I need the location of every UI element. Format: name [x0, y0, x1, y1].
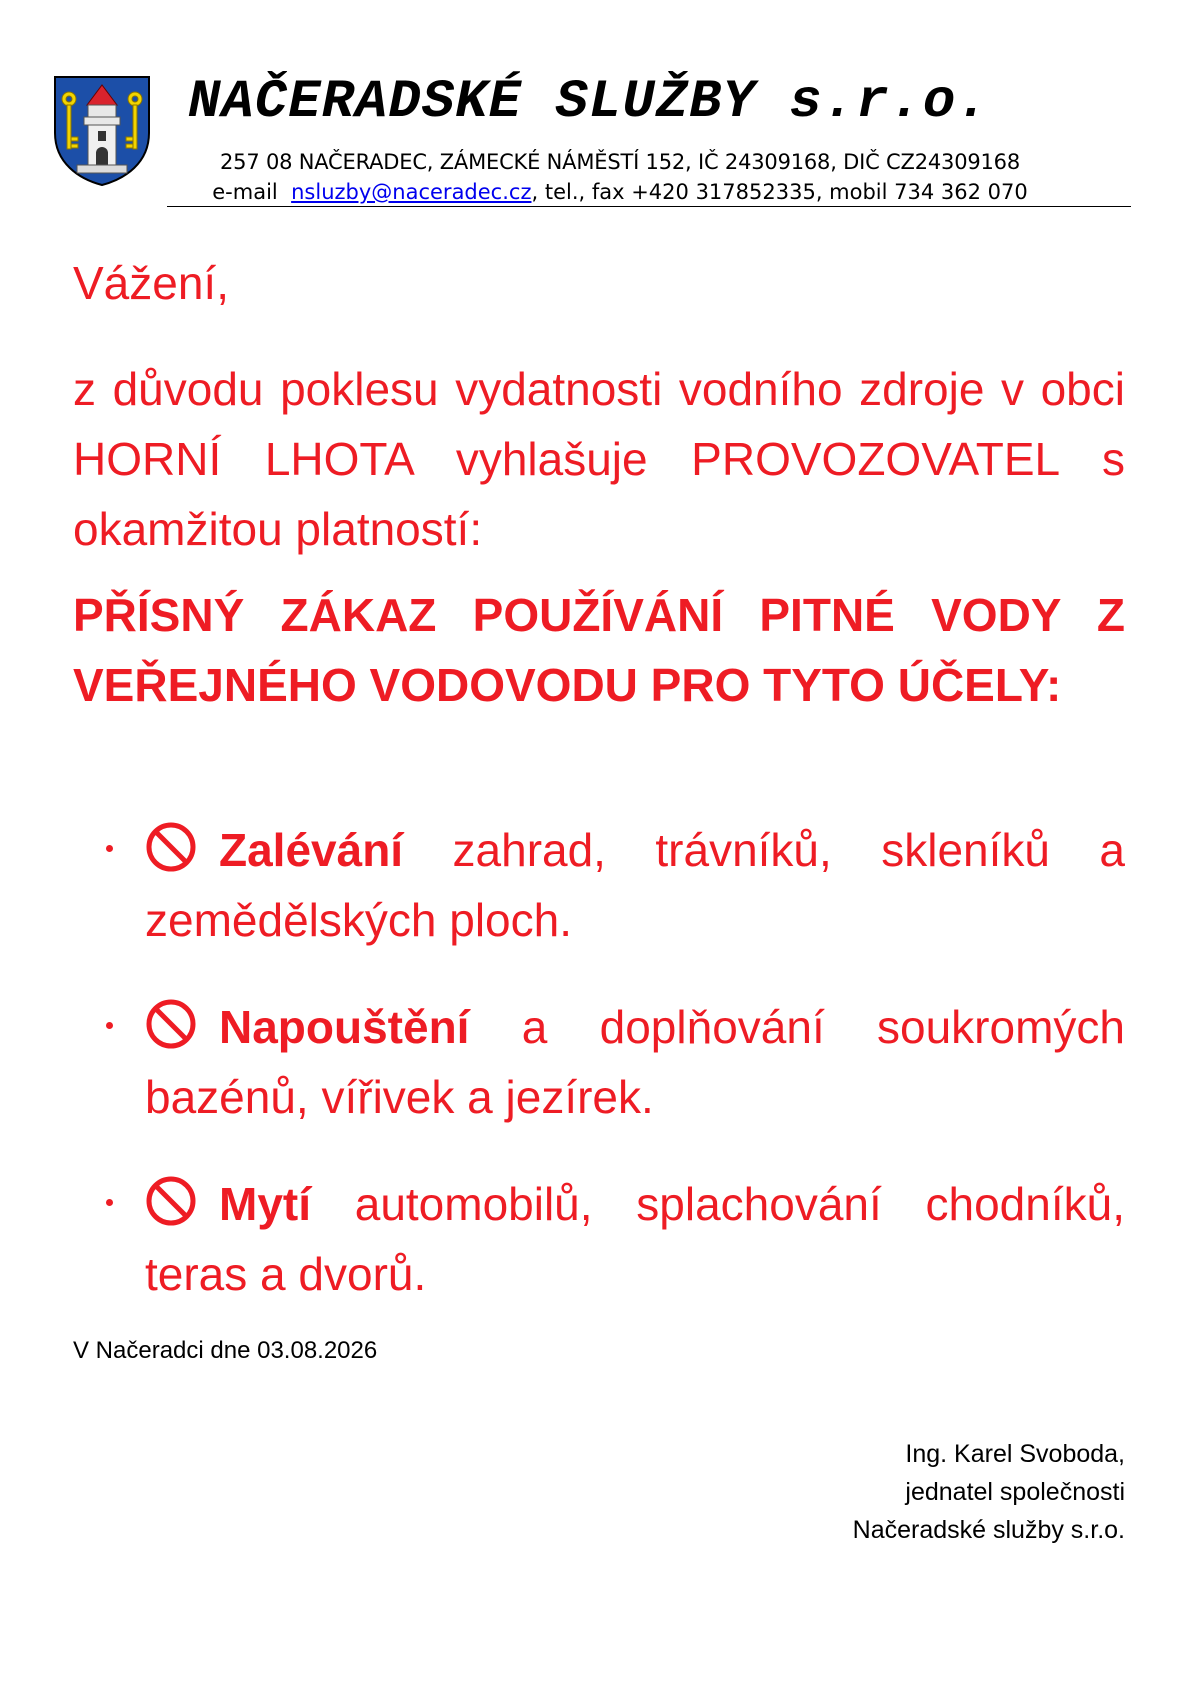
phone-numbers: , tel., fax +420 317852335, mobil 734 362 070: [531, 180, 1028, 204]
signatory-role: jednatel společnosti: [905, 1478, 1125, 1506]
date-line: V Načeradci dne 03.08.2026: [73, 1337, 378, 1364]
email-label: e-mail: [212, 180, 278, 204]
signatory-company: Načeradské služby s.r.o.: [852, 1516, 1125, 1544]
signatory-name: Ing. Karel Svoboda,: [905, 1440, 1125, 1468]
header-divider: [167, 206, 1131, 207]
bullet-icon: [106, 845, 113, 852]
intro-paragraph: z důvodu poklesu vydatnosti vodního zdroje v obci HORNÍ LHOTA vyhlašuje PROVOZOVATEL s okamžitou platností:: [73, 363, 1125, 555]
list-item: [73, 1169, 1125, 1309]
company-name: NAČERADSKÉ SLUŽBY s.r.o.: [188, 72, 990, 133]
prohibition-text: a doplňování soukromých bazénů, vířivek a jezírek.: [145, 1001, 1125, 1123]
prohibition-keyword: Napouštění: [219, 1001, 470, 1053]
bullet-icon: [106, 1199, 113, 1206]
no-entry-icon: [145, 1175, 197, 1227]
no-entry-icon: [145, 998, 197, 1050]
greeting: Vážení,: [73, 257, 229, 309]
bullet-icon: [106, 1022, 113, 1029]
town-coat-of-arms-icon: [53, 75, 151, 187]
company-contact: [170, 180, 1070, 205]
prohibition-list: [73, 815, 1125, 1346]
prohibition-text: zahrad, trávníků, skleníků a zemědělských ploch.: [145, 824, 1125, 946]
ban-heading: PŘÍSNÝ ZÁKAZ POUŽÍVÁNÍ PITNÉ VODY Z VEŘEJNÉHO VODOVODU PRO TYTO ÚČELY:: [73, 589, 1125, 711]
email-link[interactable]: nsluzby@naceradec.cz: [291, 180, 532, 204]
list-item: [73, 815, 1125, 955]
prohibition-text: automobilů, splachování chodníků, teras a dvorů.: [145, 1178, 1125, 1300]
company-address: 257 08 NAČERADEC, ZÁMECKÉ NÁMĚSTÍ 152, IČ 24309168, DIČ CZ24309168: [220, 150, 1020, 174]
list-item: [73, 992, 1125, 1132]
no-entry-icon: [145, 821, 197, 873]
letterhead: [0, 0, 1191, 210]
prohibition-keyword: Mytí: [219, 1178, 311, 1230]
prohibition-keyword: Zalévání: [219, 824, 404, 876]
signature-block: [853, 1435, 1125, 1549]
